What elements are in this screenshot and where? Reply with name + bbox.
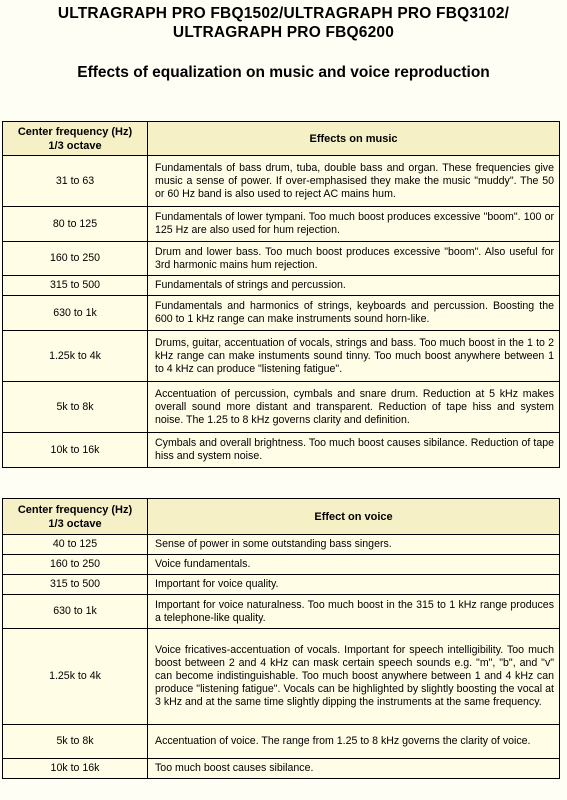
frequency-cell: 315 to 500 (3, 575, 148, 595)
frequency-cell: 315 to 500 (3, 276, 148, 296)
frequency-cell: 10k to 16k (3, 759, 148, 779)
effect-cell: Drum and lower bass. Too much boost produces excessive "boom". Also useful for 3rd harmonic mains hum rejection. (148, 242, 560, 276)
document-title (0, 4, 567, 42)
frequency-cell: 5k to 8k (3, 725, 148, 759)
effect-cell: Sense of power in some outstanding bass singers. (148, 535, 560, 555)
effect-column-header: Effects on music (148, 122, 560, 156)
music-effects-table (2, 121, 560, 468)
frequency-cell: 10k to 16k (3, 433, 148, 468)
frequency-column-header: Center frequency (Hz) 1/3 octave (3, 122, 148, 156)
table-row (3, 759, 560, 779)
table-row (3, 276, 560, 296)
frequency-cell: 1.25k to 4k (3, 629, 148, 725)
effect-column-header: Effect on voice (148, 499, 560, 535)
table-row (3, 331, 560, 382)
table-row (3, 535, 560, 555)
frequency-cell: 31 to 63 (3, 156, 148, 207)
effect-cell: Fundamentals of bass drum, tuba, double bass and organ. These frequencies give music a sense of power. If over-emphasised they make the music "muddy". The 50 or 60 Hz band is also used to reject AC mains hum. (148, 156, 560, 207)
frequency-cell: 160 to 250 (3, 242, 148, 276)
table-header-row (3, 122, 560, 156)
frequency-cell: 630 to 1k (3, 296, 148, 331)
frequency-cell: 630 to 1k (3, 595, 148, 629)
frequency-cell: 1.25k to 4k (3, 331, 148, 382)
effect-cell: Fundamentals and harmonics of strings, keyboards and percussion. Boosting the 600 to 1 kHz range can make instruments sound horn-like. (148, 296, 560, 331)
table-row (3, 156, 560, 207)
effect-cell: Important for voice quality. (148, 575, 560, 595)
table-row (3, 555, 560, 575)
frequency-cell: 5k to 8k (3, 382, 148, 433)
effect-cell: Fundamentals of lower tympani. Too much boost produces excessive "boom". 100 or 125 Hz are also used for hum rejection. (148, 207, 560, 242)
table-row (3, 725, 560, 759)
effect-cell: Fundamentals of strings and percussion. (148, 276, 560, 296)
effect-cell: Accentuation of percussion, cymbals and snare drum. Reduction at 5 kHz makes overall sound more distant and transparent. Reduction of tape hiss and system noise. The 1.25 to 8 kHz governs clarity and definition. (148, 382, 560, 433)
effect-cell: Important for voice naturalness. Too much boost in the 315 to 1 kHz range produces a telephone-like quality. (148, 595, 560, 629)
table-header-row (3, 499, 560, 535)
frequency-column-header: Center frequency (Hz) 1/3 octave (3, 499, 148, 535)
effect-cell: Too much boost causes sibilance. (148, 759, 560, 779)
effect-cell: Voice fricatives-accentuation of vocals. Important for speech intelligibility. Too much boost between 2 and 4 kHz can mask certain speech sounds e.g. "m", "b", and "v" can become indistinguishable. Too much boost anywhere between 1 and 4 kHz can produce "listening fatigue". Vocals can be highlighted by slightly boosting the vocal at 3 kHz and at the same time slightly dipping the instruments at the same frequency. (148, 629, 560, 725)
table-row (3, 433, 560, 468)
effect-cell: Drums, guitar, accentuation of vocals, strings and bass. Too much boost in the 1 to 2 kHz range can make instuments sound tinny. Too much boost anywhere between 1 to 4 kHz can produce "listening fatigue". (148, 331, 560, 382)
effect-cell: Cymbals and overall brightness. Too much boost causes sibilance. Reduction of tape hiss and system noise. (148, 433, 560, 468)
table-row (3, 595, 560, 629)
title-line-2: ULTRAGRAPH PRO FBQ6200 (172, 24, 395, 41)
table-row (3, 382, 560, 433)
table-row (3, 296, 560, 331)
table-row (3, 207, 560, 242)
table-row (3, 575, 560, 595)
frequency-cell: 80 to 125 (3, 207, 148, 242)
table-row (3, 629, 560, 725)
table-row (3, 242, 560, 276)
voice-effects-table (2, 498, 560, 779)
effect-cell: Accentuation of voice. The range from 1.25 to 8 kHz governs the clarity of voice. (148, 725, 560, 759)
effect-cell: Voice fundamentals. (148, 555, 560, 575)
document-subtitle: Effects of equalization on music and voice reproduction (77, 64, 490, 81)
frequency-cell: 160 to 250 (3, 555, 148, 575)
frequency-cell: 40 to 125 (3, 535, 148, 555)
title-line-1: ULTRAGRAPH PRO FBQ1502/ULTRAGRAPH PRO FBQ3102/ (57, 5, 510, 22)
